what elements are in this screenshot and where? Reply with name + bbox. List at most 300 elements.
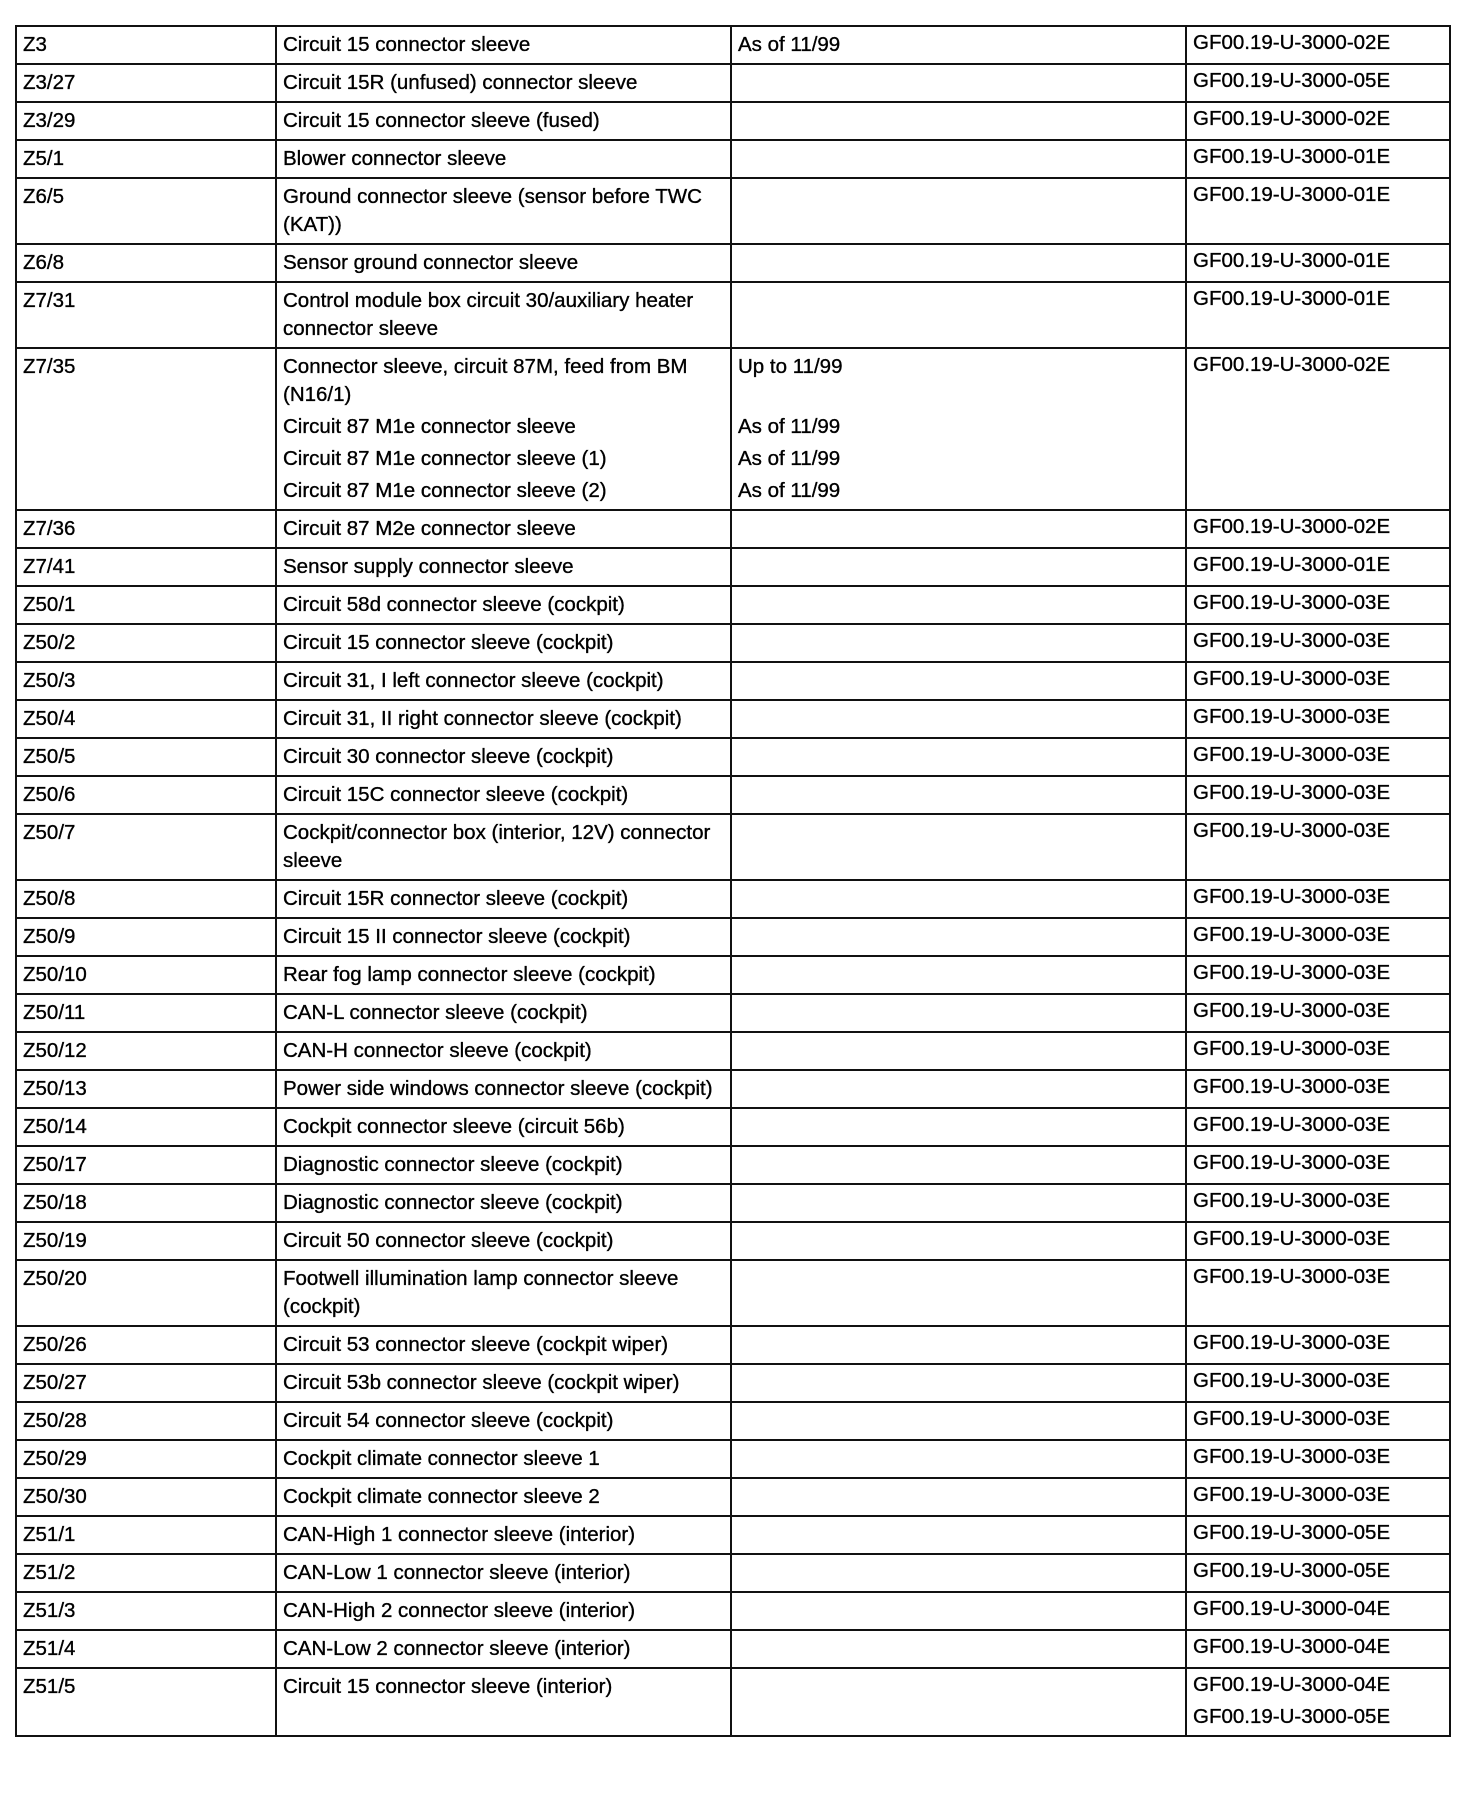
validity-cell <box>731 994 1186 1032</box>
document-code: GF00.19-U-3000-04E <box>1193 1635 1391 1658</box>
validity-text: Up to 11/99 <box>738 355 843 378</box>
description-cell <box>276 956 731 994</box>
component-id: Z50/1 <box>23 593 76 616</box>
document-code-cell <box>1186 880 1450 918</box>
validity-cell <box>731 1108 1186 1146</box>
component-id-cell <box>16 1222 276 1260</box>
description-text: Sensor supply connector sleeve <box>283 555 574 578</box>
document-code-cell <box>1186 1554 1450 1592</box>
document-code-cell <box>1186 1364 1450 1402</box>
component-id-cell <box>16 510 276 548</box>
document-code: GF00.19-U-3000-02E <box>1193 31 1391 54</box>
validity-cell <box>731 282 1186 348</box>
description-text: Circuit 15R connector sleeve (cockpit) <box>283 887 629 910</box>
document-code-cell <box>1186 994 1450 1032</box>
validity-cell <box>731 776 1186 814</box>
table-row <box>16 1668 1450 1736</box>
component-id: Z51/5 <box>23 1675 76 1698</box>
validity-cell <box>731 1630 1186 1668</box>
description-text: Circuit 15C connector sleeve (cockpit) <box>283 783 629 806</box>
table-row <box>16 1516 1450 1554</box>
component-id: Z51/3 <box>23 1599 76 1622</box>
table-row <box>16 738 1450 776</box>
table-row <box>16 64 1450 102</box>
component-id-cell <box>16 1364 276 1402</box>
description-text: CAN-Low 2 connector sleeve (interior) <box>283 1637 631 1660</box>
validity-cell <box>731 662 1186 700</box>
component-id-cell <box>16 1668 276 1736</box>
validity-text: As of 11/99 <box>738 415 841 438</box>
description-text: Circuit 30 connector sleeve (cockpit) <box>283 745 614 768</box>
table-row <box>16 956 1450 994</box>
document-code: GF00.19-U-3000-04E <box>1193 1597 1391 1620</box>
validity-cell <box>731 880 1186 918</box>
document-code: GF00.19-U-3000-03E <box>1193 667 1391 690</box>
component-id-cell <box>16 994 276 1032</box>
component-id: Z51/4 <box>23 1637 76 1660</box>
table-row <box>16 1364 1450 1402</box>
description-cell <box>276 282 731 348</box>
description-text: Circuit 58d connector sleeve (cockpit) <box>283 593 625 616</box>
validity-cell <box>731 738 1186 776</box>
description-cell <box>276 1146 731 1184</box>
document-code: GF00.19-U-3000-03E <box>1193 1483 1391 1506</box>
description-text: CAN-High 1 connector sleeve (interior) <box>283 1523 636 1546</box>
table-row <box>16 994 1450 1032</box>
table-row <box>16 1032 1450 1070</box>
component-id: Z3 <box>23 33 47 56</box>
description-cell <box>276 1440 731 1478</box>
component-id: Z6/5 <box>23 185 65 208</box>
description-cell <box>276 548 731 586</box>
table-row <box>16 1326 1450 1364</box>
table-row <box>16 1184 1450 1222</box>
description-text: CAN-Low 1 connector sleeve (interior) <box>283 1561 631 1584</box>
component-id: Z50/26 <box>23 1333 87 1356</box>
component-id-cell <box>16 662 276 700</box>
validity-cell <box>731 1668 1186 1736</box>
component-id: Z50/5 <box>23 745 76 768</box>
component-id-cell <box>16 1592 276 1630</box>
description-cell <box>276 662 731 700</box>
document-code: GF00.19-U-3000-05E <box>1193 1521 1391 1544</box>
validity-cell <box>731 1032 1186 1070</box>
description-cell <box>276 64 731 102</box>
table-row <box>16 348 1450 510</box>
document-code-cell <box>1186 586 1450 624</box>
description-text: Rear fog lamp connector sleeve (cockpit) <box>283 963 656 986</box>
document-code-cell <box>1186 662 1450 700</box>
validity-cell <box>731 26 1186 64</box>
description-text: Sensor ground connector sleeve <box>283 251 579 274</box>
description-cell <box>276 1032 731 1070</box>
description-text: Circuit 15R (unfused) connector sleeve <box>283 71 638 94</box>
document-code: GF00.19-U-3000-03E <box>1193 1113 1391 1136</box>
document-code: GF00.19-U-3000-03E <box>1193 885 1391 908</box>
component-id: Z7/41 <box>23 555 76 578</box>
document-code-cell <box>1186 1326 1450 1364</box>
connector-sleeve-table <box>15 25 1451 1737</box>
document-code: GF00.19-U-3000-03E <box>1193 1151 1391 1174</box>
document-code: GF00.19-U-3000-03E <box>1193 1227 1391 1250</box>
description-cell <box>276 510 731 548</box>
component-id-cell <box>16 348 276 510</box>
validity-text: As of 11/99 <box>738 33 841 56</box>
validity-cell <box>731 102 1186 140</box>
component-id: Z50/17 <box>23 1153 87 1176</box>
description-cell <box>276 1222 731 1260</box>
component-id: Z50/20 <box>23 1267 87 1290</box>
description-cell <box>276 624 731 662</box>
document-code-cell <box>1186 1402 1450 1440</box>
validity-cell <box>731 1364 1186 1402</box>
component-id-cell <box>16 1108 276 1146</box>
description-cell <box>276 102 731 140</box>
component-id: Z50/13 <box>23 1077 87 1100</box>
component-id: Z50/11 <box>23 1001 86 1024</box>
component-id-cell <box>16 956 276 994</box>
document-code: GF00.19-U-3000-01E <box>1193 145 1391 168</box>
document-code: GF00.19-U-3000-03E <box>1193 1037 1391 1060</box>
document-code-cell <box>1186 1070 1450 1108</box>
validity-cell <box>731 348 1186 510</box>
table-row <box>16 102 1450 140</box>
component-id: Z50/2 <box>23 631 76 654</box>
table-row <box>16 548 1450 586</box>
description-text: Power side windows connector sleeve (cockpit) <box>283 1077 713 1100</box>
table-row <box>16 1554 1450 1592</box>
description-text: Circuit 54 connector sleeve (cockpit) <box>283 1409 614 1432</box>
table-body <box>16 26 1450 1736</box>
document-code-cell <box>1186 510 1450 548</box>
component-id: Z50/14 <box>23 1115 87 1138</box>
description-cell <box>276 1184 731 1222</box>
document-code: GF00.19-U-3000-02E <box>1193 515 1391 538</box>
document-code-cell <box>1186 624 1450 662</box>
document-code-cell <box>1186 140 1450 178</box>
component-id-cell <box>16 1516 276 1554</box>
component-id-cell <box>16 102 276 140</box>
validity-cell <box>731 624 1186 662</box>
description-text: Cockpit/connector box (interior, 12V) connector sleeve <box>283 821 711 872</box>
component-id-cell <box>16 738 276 776</box>
description-text: Circuit 15 connector sleeve (interior) <box>283 1675 613 1698</box>
description-cell <box>276 1326 731 1364</box>
description-cell <box>276 1364 731 1402</box>
component-id-cell <box>16 624 276 662</box>
document-code-cell <box>1186 1668 1450 1736</box>
document-code-cell <box>1186 1478 1450 1516</box>
component-id-cell <box>16 1440 276 1478</box>
component-id-cell <box>16 1554 276 1592</box>
description-cell <box>276 1554 731 1592</box>
component-id: Z3/29 <box>23 109 76 132</box>
document-code-cell <box>1186 282 1450 348</box>
validity-cell <box>731 1402 1186 1440</box>
document-code-cell <box>1186 1260 1450 1326</box>
table-row <box>16 26 1450 64</box>
description-text: Ground connector sleeve (sensor before TWC (KAT)) <box>283 185 702 236</box>
component-id-cell <box>16 26 276 64</box>
validity-cell <box>731 918 1186 956</box>
description-cell <box>276 994 731 1032</box>
validity-cell <box>731 814 1186 880</box>
description-text: Connector sleeve, circuit 87M, feed from BM (N16/1) <box>283 355 688 406</box>
description-text: Circuit 87 M1e connector sleeve <box>283 415 576 438</box>
component-id: Z7/35 <box>23 355 76 378</box>
description-text: Circuit 87 M1e connector sleeve (1) <box>283 447 607 470</box>
validity-cell <box>731 586 1186 624</box>
component-id: Z50/28 <box>23 1409 87 1432</box>
validity-cell <box>731 1146 1186 1184</box>
document-code-cell <box>1186 1592 1450 1630</box>
description-cell <box>276 348 731 510</box>
description-cell <box>276 1630 731 1668</box>
description-text: Circuit 15 connector sleeve <box>283 33 531 56</box>
component-id: Z3/27 <box>23 71 76 94</box>
description-text: Circuit 15 II connector sleeve (cockpit) <box>283 925 631 948</box>
component-id: Z6/8 <box>23 251 65 274</box>
description-text: Circuit 31, II right connector sleeve (cockpit) <box>283 707 682 730</box>
description-cell <box>276 178 731 244</box>
component-id: Z50/4 <box>23 707 76 730</box>
description-text: Control module box circuit 30/auxiliary heater connector sleeve <box>283 289 694 340</box>
component-id: Z51/2 <box>23 1561 76 1584</box>
component-id: Z50/29 <box>23 1447 87 1470</box>
description-text: Diagnostic connector sleeve (cockpit) <box>283 1153 623 1176</box>
document-code-cell <box>1186 1184 1450 1222</box>
document-code-cell <box>1186 1108 1450 1146</box>
component-id: Z50/30 <box>23 1485 87 1508</box>
document-code: GF00.19-U-3000-01E <box>1193 553 1391 576</box>
description-cell <box>276 586 731 624</box>
component-id-cell <box>16 880 276 918</box>
description-cell <box>276 1668 731 1736</box>
document-code-cell <box>1186 738 1450 776</box>
component-id: Z51/1 <box>23 1523 76 1546</box>
document-code: GF00.19-U-3000-03E <box>1193 819 1391 842</box>
component-id-cell <box>16 1146 276 1184</box>
component-id: Z50/8 <box>23 887 76 910</box>
component-id-cell <box>16 776 276 814</box>
description-text: Circuit 50 connector sleeve (cockpit) <box>283 1229 614 1252</box>
description-text: Circuit 15 connector sleeve (fused) <box>283 109 600 132</box>
component-id-cell <box>16 140 276 178</box>
document-code: GF00.19-U-3000-03E <box>1193 999 1391 1022</box>
document-code: GF00.19-U-3000-03E <box>1193 923 1391 946</box>
validity-cell <box>731 1260 1186 1326</box>
document-code: GF00.19-U-3000-03E <box>1193 961 1391 984</box>
validity-cell <box>731 1440 1186 1478</box>
component-id-cell <box>16 548 276 586</box>
description-cell <box>276 1592 731 1630</box>
table-row <box>16 1108 1450 1146</box>
document-code: GF00.19-U-3000-03E <box>1193 1407 1391 1430</box>
component-id: Z7/31 <box>23 289 76 312</box>
validity-cell <box>731 64 1186 102</box>
description-text: Cockpit climate connector sleeve 2 <box>283 1485 600 1508</box>
table-row <box>16 918 1450 956</box>
table-row <box>16 1260 1450 1326</box>
description-text: CAN-L connector sleeve (cockpit) <box>283 1001 588 1024</box>
document-code: GF00.19-U-3000-05E <box>1193 1559 1391 1582</box>
description-text: Diagnostic connector sleeve (cockpit) <box>283 1191 623 1214</box>
component-id-cell <box>16 1260 276 1326</box>
document-code-cell <box>1186 1222 1450 1260</box>
description-text: Circuit 15 connector sleeve (cockpit) <box>283 631 614 654</box>
description-text: Blower connector sleeve <box>283 147 507 170</box>
component-id-cell <box>16 1326 276 1364</box>
document-code: GF00.19-U-3000-01E <box>1193 287 1391 310</box>
description-cell <box>276 738 731 776</box>
table-row <box>16 1478 1450 1516</box>
document-code: GF00.19-U-3000-03E <box>1193 629 1391 652</box>
document-code-cell <box>1186 814 1450 880</box>
description-cell <box>276 1108 731 1146</box>
document-code-cell <box>1186 1146 1450 1184</box>
table-row <box>16 1440 1450 1478</box>
document-code-cell <box>1186 26 1450 64</box>
document-code-cell <box>1186 1630 1450 1668</box>
document-code: GF00.19-U-3000-05E <box>1193 1705 1391 1728</box>
component-id: Z50/18 <box>23 1191 87 1214</box>
component-id-cell <box>16 1402 276 1440</box>
document-code: GF00.19-U-3000-03E <box>1193 1331 1391 1354</box>
validity-cell <box>731 1592 1186 1630</box>
table-row <box>16 1630 1450 1668</box>
document-code-cell <box>1186 178 1450 244</box>
document-code: GF00.19-U-3000-03E <box>1193 1075 1391 1098</box>
component-id: Z50/7 <box>23 821 76 844</box>
validity-cell <box>731 1554 1186 1592</box>
validity-cell <box>731 548 1186 586</box>
description-text: Circuit 31, I left connector sleeve (cockpit) <box>283 669 664 692</box>
component-id: Z50/19 <box>23 1229 87 1252</box>
component-id-cell <box>16 1630 276 1668</box>
description-text: Circuit 87 M1e connector sleeve (2) <box>283 479 607 502</box>
description-cell <box>276 1260 731 1326</box>
description-cell <box>276 880 731 918</box>
validity-cell <box>731 510 1186 548</box>
component-id-cell <box>16 586 276 624</box>
document-code-cell <box>1186 956 1450 994</box>
validity-text: As of 11/99 <box>738 479 841 502</box>
document-code: GF00.19-U-3000-05E <box>1193 69 1391 92</box>
description-text: Circuit 53 connector sleeve (cockpit wiper) <box>283 1333 669 1356</box>
validity-cell <box>731 140 1186 178</box>
validity-cell <box>731 1070 1186 1108</box>
document-code: GF00.19-U-3000-03E <box>1193 781 1391 804</box>
document-code: GF00.19-U-3000-03E <box>1193 705 1391 728</box>
document-code-cell <box>1186 1516 1450 1554</box>
document-code: GF00.19-U-3000-01E <box>1193 183 1391 206</box>
description-cell <box>276 26 731 64</box>
description-cell <box>276 918 731 956</box>
table-row <box>16 282 1450 348</box>
table-row <box>16 700 1450 738</box>
description-cell <box>276 776 731 814</box>
document-code-cell <box>1186 1440 1450 1478</box>
component-id: Z50/9 <box>23 925 76 948</box>
validity-cell <box>731 1478 1186 1516</box>
component-id: Z50/6 <box>23 783 76 806</box>
validity-cell <box>731 244 1186 282</box>
description-text: CAN-High 2 connector sleeve (interior) <box>283 1599 636 1622</box>
description-cell <box>276 1516 731 1554</box>
component-id-cell <box>16 918 276 956</box>
description-text: CAN-H connector sleeve (cockpit) <box>283 1039 592 1062</box>
document-code: GF00.19-U-3000-01E <box>1193 249 1391 272</box>
table-row <box>16 1070 1450 1108</box>
table-row <box>16 140 1450 178</box>
description-text: Cockpit connector sleeve (circuit 56b) <box>283 1115 625 1138</box>
component-id-cell <box>16 1070 276 1108</box>
document-code: GF00.19-U-3000-02E <box>1193 353 1391 376</box>
component-id-cell <box>16 1478 276 1516</box>
validity-text: As of 11/99 <box>738 447 841 470</box>
document-code-cell <box>1186 244 1450 282</box>
description-cell <box>276 1478 731 1516</box>
document-code-cell <box>1186 918 1450 956</box>
validity-cell <box>731 1516 1186 1554</box>
table-row <box>16 510 1450 548</box>
component-id: Z50/3 <box>23 669 76 692</box>
document-code: GF00.19-U-3000-04E <box>1193 1673 1391 1696</box>
document-code: GF00.19-U-3000-02E <box>1193 107 1391 130</box>
component-id-cell <box>16 814 276 880</box>
document-code-cell <box>1186 1032 1450 1070</box>
description-cell <box>276 1070 731 1108</box>
component-id-cell <box>16 1032 276 1070</box>
table-row <box>16 776 1450 814</box>
description-cell <box>276 814 731 880</box>
component-id: Z50/27 <box>23 1371 87 1394</box>
component-id-cell <box>16 244 276 282</box>
description-cell <box>276 244 731 282</box>
validity-cell <box>731 700 1186 738</box>
validity-cell <box>731 1222 1186 1260</box>
table-row <box>16 814 1450 880</box>
table-row <box>16 662 1450 700</box>
description-text: Footwell illumination lamp connector sleeve (cockpit) <box>283 1267 679 1318</box>
table-row <box>16 178 1450 244</box>
description-cell <box>276 700 731 738</box>
document-code-cell <box>1186 700 1450 738</box>
component-id: Z50/12 <box>23 1039 87 1062</box>
table-row <box>16 1146 1450 1184</box>
table-row <box>16 1402 1450 1440</box>
document-code-cell <box>1186 776 1450 814</box>
component-id-cell <box>16 1184 276 1222</box>
table-row <box>16 624 1450 662</box>
component-id: Z50/10 <box>23 963 87 986</box>
table-row <box>16 880 1450 918</box>
document-code-cell <box>1186 548 1450 586</box>
component-id-cell <box>16 700 276 738</box>
validity-cell <box>731 956 1186 994</box>
validity-cell <box>731 178 1186 244</box>
document-code: GF00.19-U-3000-03E <box>1193 1369 1391 1392</box>
table-row <box>16 1222 1450 1260</box>
document-code: GF00.19-U-3000-03E <box>1193 591 1391 614</box>
document-code: GF00.19-U-3000-03E <box>1193 743 1391 766</box>
description-text: Cockpit climate connector sleeve 1 <box>283 1447 600 1470</box>
connector-sleeve-document <box>15 25 1449 1737</box>
document-code-cell <box>1186 102 1450 140</box>
component-id-cell <box>16 178 276 244</box>
component-id: Z7/36 <box>23 517 76 540</box>
validity-cell <box>731 1326 1186 1364</box>
